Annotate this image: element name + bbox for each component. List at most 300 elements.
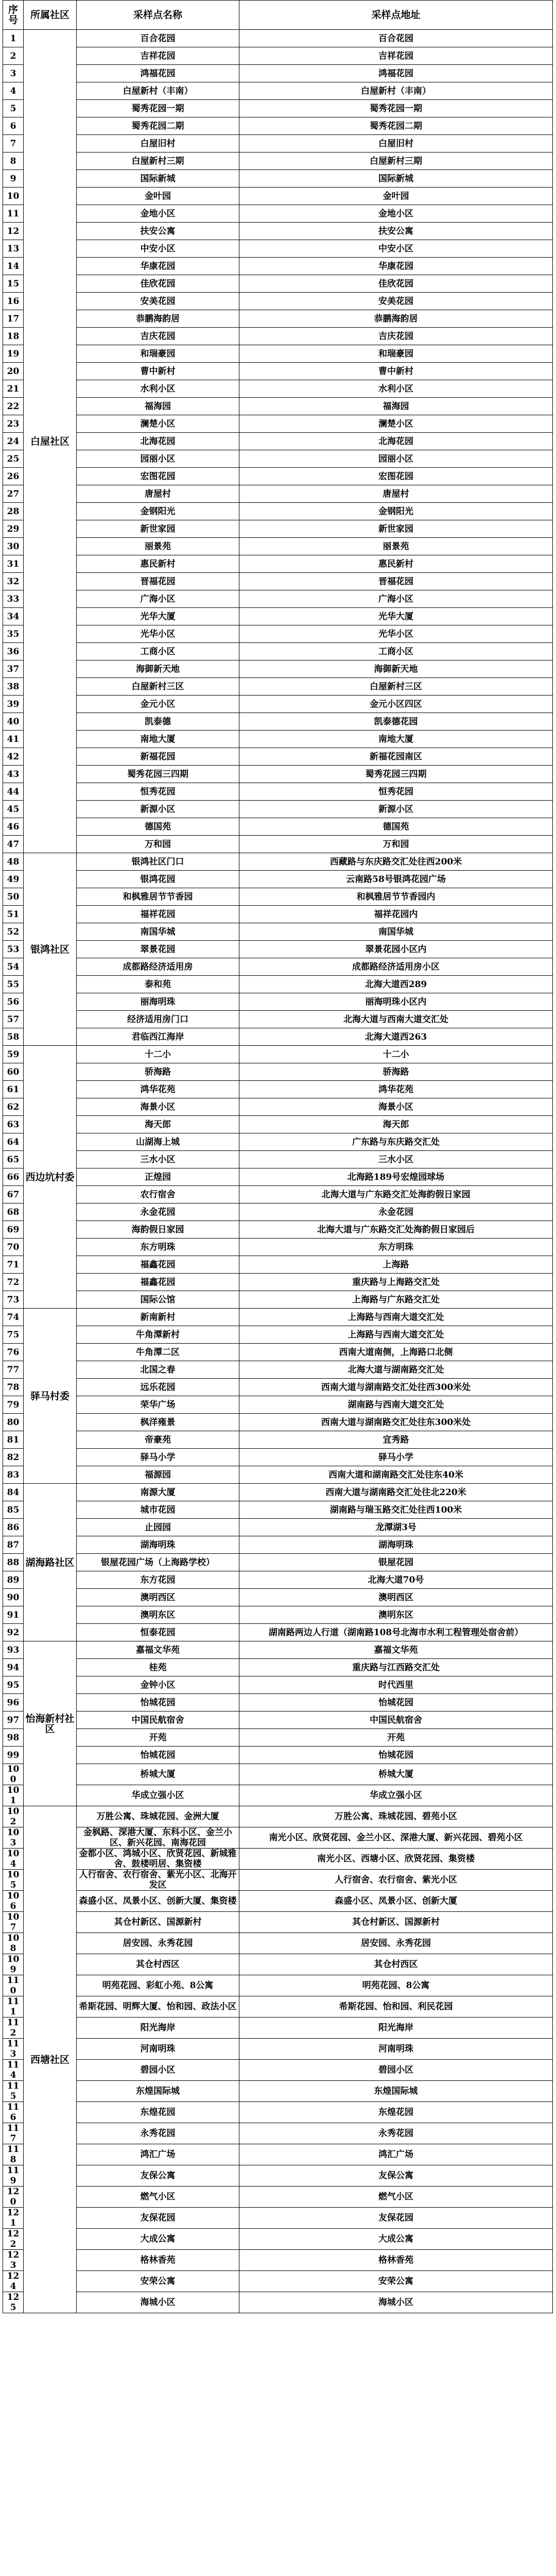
point-address-cell: 重庆路与上海路交汇处: [239, 1274, 553, 1291]
table-row: [3, 1624, 553, 1641]
table-row: [3, 415, 553, 433]
point-address-cell: 成都路经济适用房小区: [239, 958, 553, 976]
table-row: [3, 1870, 553, 1891]
table-row: [3, 450, 553, 468]
point-name-cell: 金钢阳光: [77, 503, 239, 520]
point-name-cell: 银屋花园广场（上海路学校）: [77, 1554, 239, 1571]
point-address-cell: 吉庆花园: [239, 328, 553, 345]
row-seq: 112: [3, 2018, 24, 2039]
table-row: [3, 1466, 553, 1484]
header-point-name: 采样点名称: [77, 1, 239, 30]
point-name-cell: 燃气小区: [77, 2187, 239, 2208]
point-address-cell: 居安园、永秀花园: [239, 1933, 553, 1954]
point-name-cell: 鸿华花苑: [77, 1081, 239, 1098]
point-address-cell: 北海大道与西南大道交汇处: [239, 1011, 553, 1028]
point-name-cell: 经济适用房门口: [77, 1011, 239, 1028]
row-seq: 92: [3, 1624, 24, 1641]
row-seq: 103: [3, 1827, 24, 1849]
row-seq: 36: [3, 643, 24, 660]
point-name-cell: 工商小区: [77, 643, 239, 660]
row-seq: 73: [3, 1291, 24, 1309]
point-address-cell: 其仓村新区、国源新村: [239, 1912, 553, 1933]
table-row: [3, 2102, 553, 2123]
table-row: [3, 380, 553, 398]
point-address-cell: 怡城花园: [239, 1694, 553, 1711]
table-row: [3, 2208, 553, 2229]
point-address-cell: 和枫雅居节节香园内: [239, 888, 553, 906]
row-seq: 28: [3, 503, 24, 520]
point-name-cell: 华康花园: [77, 258, 239, 275]
row-seq: 24: [3, 433, 24, 450]
point-name-cell: 南国华城: [77, 923, 239, 941]
row-seq: 57: [3, 1011, 24, 1028]
point-name-cell: 新福花园: [77, 748, 239, 766]
point-address-cell: 怡城花园: [239, 1747, 553, 1764]
table-row: [3, 1806, 553, 1827]
point-name-cell: 曹中新村: [77, 363, 239, 380]
row-seq: 99: [3, 1747, 24, 1764]
point-address-cell: 金叶园: [239, 188, 553, 205]
point-name-cell: 白屋新村（丰南）: [77, 82, 239, 100]
point-address-cell: 扶安公寓: [239, 223, 553, 240]
point-name-cell: 桂苑: [77, 1659, 239, 1676]
row-seq: 69: [3, 1221, 24, 1239]
row-seq: 15: [3, 275, 24, 293]
point-address-cell: 碧园小区: [239, 2060, 553, 2081]
point-name-cell: 友保花园: [77, 2208, 239, 2229]
point-name-cell: 南地大厦: [77, 731, 239, 748]
table-row: [3, 731, 553, 748]
table-row: [3, 1414, 553, 1431]
point-address-cell: 中安小区: [239, 240, 553, 258]
point-address-cell: 西藏路与东庆路交汇处往西200米: [239, 853, 553, 871]
point-address-cell: 凯泰德花园: [239, 713, 553, 731]
point-address-cell: 开苑: [239, 1729, 553, 1747]
row-seq: 114: [3, 2060, 24, 2081]
point-address-cell: 中国民航宿舍: [239, 1711, 553, 1729]
point-address-cell: 工商小区: [239, 643, 553, 660]
point-address-cell: 新世家园: [239, 520, 553, 538]
point-name-cell: 翠景花园: [77, 941, 239, 958]
community-cell: 银鸿社区: [24, 853, 77, 1046]
row-seq: 12: [3, 223, 24, 240]
row-seq: 89: [3, 1571, 24, 1589]
point-address-cell: 北海大道与广东路交汇处海韵假日家园后: [239, 1221, 553, 1239]
point-address-cell: 南地大厦: [239, 731, 553, 748]
point-name-cell: 鸿福花园: [77, 65, 239, 82]
point-address-cell: 北海大道与湖南路交汇处: [239, 1361, 553, 1379]
point-name-cell: 国际新城: [77, 170, 239, 188]
row-seq: 8: [3, 152, 24, 170]
point-name-cell: 恒泰花园: [77, 1624, 239, 1641]
row-seq: 75: [3, 1326, 24, 1344]
row-seq: 101: [3, 1785, 24, 1806]
point-name-cell: 金枫路、深港大厦、东科小区、金兰小区、新兴花园、南海花园: [77, 1827, 239, 1849]
point-address-cell: 金钢阳光: [239, 503, 553, 520]
point-name-cell: 金钟小区: [77, 1676, 239, 1694]
table-row: [3, 363, 553, 380]
point-address-cell: 北海花园: [239, 433, 553, 450]
point-address-cell: 北海大道70号: [239, 1571, 553, 1589]
table-row: [3, 1221, 553, 1239]
point-address-cell: 西南大道与湖南路交汇处往北220米: [239, 1484, 553, 1501]
table-row: [3, 2060, 553, 2081]
point-name-cell: 怡城花园: [77, 1694, 239, 1711]
row-seq: 27: [3, 485, 24, 503]
point-name-cell: 山湖海上城: [77, 1133, 239, 1151]
point-address-cell: 北海大道西263: [239, 1028, 553, 1046]
point-name-cell: 牛角潭新村: [77, 1326, 239, 1344]
point-name-cell: 碧园小区: [77, 2060, 239, 2081]
row-seq: 48: [3, 853, 24, 871]
row-seq: 25: [3, 450, 24, 468]
row-seq: 111: [3, 1996, 24, 2018]
point-name-cell: 澜楚小区: [77, 415, 239, 433]
point-address-cell: 永金花园: [239, 1204, 553, 1221]
point-name-cell: 成都路经济适用房: [77, 958, 239, 976]
row-seq: 23: [3, 415, 24, 433]
point-address-cell: 十二小: [239, 1046, 553, 1063]
row-seq: 105: [3, 1870, 24, 1891]
row-seq: 108: [3, 1933, 24, 1954]
point-name-cell: 鸿汇广场: [77, 2144, 239, 2165]
point-name-cell: 金叶园: [77, 188, 239, 205]
table-row: [3, 1379, 553, 1396]
row-seq: 41: [3, 731, 24, 748]
point-name-cell: 明苑花园、彩虹小苑、8公寓: [77, 1975, 239, 1996]
table-row: [3, 188, 553, 205]
point-address-cell: 嘉福文华苑: [239, 1641, 553, 1659]
point-name-cell: 河南明珠: [77, 2039, 239, 2060]
table-row: [3, 1291, 553, 1309]
point-address-cell: 森盛小区、凤景小区、创新大厦: [239, 1891, 553, 1912]
row-seq: 104: [3, 1849, 24, 1870]
row-seq: 72: [3, 1274, 24, 1291]
table-row: [3, 1501, 553, 1519]
point-name-cell: 福祥花园: [77, 906, 239, 923]
table-row: [3, 2165, 553, 2187]
table-row: [3, 573, 553, 590]
point-name-cell: 吉庆花园: [77, 328, 239, 345]
table-row: [3, 2271, 553, 2292]
point-address-cell: 恒秀花园: [239, 783, 553, 801]
row-seq: 83: [3, 1466, 24, 1484]
row-seq: 100: [3, 1764, 24, 1785]
point-address-cell: 万胜公寓、珠城花园、碧苑小区: [239, 1806, 553, 1827]
row-seq: 66: [3, 1168, 24, 1186]
row-seq: 95: [3, 1676, 24, 1694]
table-row: [3, 1912, 553, 1933]
table-row: [3, 1431, 553, 1449]
table-row: [3, 818, 553, 836]
point-name-cell: 农行宿舍: [77, 1186, 239, 1204]
row-seq: 77: [3, 1361, 24, 1379]
row-seq: 52: [3, 923, 24, 941]
table-row: [3, 1011, 553, 1028]
point-name-cell: 光华小区: [77, 625, 239, 643]
row-seq: 50: [3, 888, 24, 906]
row-seq: 70: [3, 1239, 24, 1256]
table-row: [3, 2081, 553, 2102]
table-row: [3, 678, 553, 696]
row-seq: 10: [3, 188, 24, 205]
row-seq: 16: [3, 293, 24, 310]
point-address-cell: 南光小区、欣贤花园、金兰小区、深港大厦、新兴花园、碧苑小区: [239, 1827, 553, 1849]
point-name-cell: 帝豪苑: [77, 1431, 239, 1449]
point-name-cell: 水利小区: [77, 380, 239, 398]
point-address-cell: 宜秀路: [239, 1431, 553, 1449]
point-name-cell: 居安园、永秀花园: [77, 1933, 239, 1954]
point-name-cell: 十二小: [77, 1046, 239, 1063]
point-name-cell: 蜀秀花园三四期: [77, 766, 239, 783]
row-seq: 13: [3, 240, 24, 258]
table-row: [3, 1996, 553, 2018]
point-address-cell: 湖南路两边人行道（湖南路108号北海市水利工程管理处宿舍前）: [239, 1624, 553, 1641]
point-address-cell: 人行宿舍、农行宿舍、紫光小区: [239, 1870, 553, 1891]
row-seq: 55: [3, 976, 24, 993]
point-address-cell: 吉祥花园: [239, 47, 553, 65]
point-name-cell: 福源园: [77, 1466, 239, 1484]
row-seq: 26: [3, 468, 24, 485]
point-address-cell: 其仓村西区: [239, 1954, 553, 1975]
point-address-cell: 蜀秀花园二期: [239, 117, 553, 135]
point-name-cell: 白屋新村三期: [77, 152, 239, 170]
community-cell: 驿马村委: [24, 1309, 77, 1484]
point-name-cell: 大成公寓: [77, 2229, 239, 2250]
point-address-cell: 上海路与西南大道交汇处: [239, 1326, 553, 1344]
point-address-cell: 驿马小学: [239, 1449, 553, 1466]
row-seq: 46: [3, 818, 24, 836]
row-seq: 124: [3, 2271, 24, 2292]
table-row: [3, 1081, 553, 1098]
row-seq: 67: [3, 1186, 24, 1204]
point-name-cell: 东方花园: [77, 1571, 239, 1589]
point-name-cell: 安美花园: [77, 293, 239, 310]
row-seq: 56: [3, 993, 24, 1011]
point-name-cell: 惠民新村: [77, 555, 239, 573]
point-name-cell: 枫洋雍景: [77, 1414, 239, 1431]
point-address-cell: 水利小区: [239, 380, 553, 398]
point-address-cell: 晋福花园: [239, 573, 553, 590]
point-address-cell: 宏图花园: [239, 468, 553, 485]
row-seq: 38: [3, 678, 24, 696]
row-seq: 47: [3, 836, 24, 853]
community-cell: 西塘社区: [24, 1806, 77, 2313]
point-name-cell: 万胜公寓、珠城花园、金洲大厦: [77, 1806, 239, 1827]
point-address-cell: 格林香苑: [239, 2250, 553, 2271]
point-address-cell: 东煌花园: [239, 2102, 553, 2123]
row-seq: 79: [3, 1396, 24, 1414]
row-seq: 53: [3, 941, 24, 958]
row-seq: 84: [3, 1484, 24, 1501]
row-seq: 90: [3, 1589, 24, 1606]
point-address-cell: 恭鹏海韵居: [239, 310, 553, 328]
point-address-cell: 阳光海岸: [239, 2018, 553, 2039]
table-row: [3, 590, 553, 608]
header-seq: 序号: [3, 1, 24, 30]
row-seq: 22: [3, 398, 24, 415]
point-address-cell: 海天郎: [239, 1116, 553, 1133]
table-row: [3, 1519, 553, 1536]
table-row: [3, 1764, 553, 1785]
point-address-cell: 上海路与西南大道交汇处: [239, 1309, 553, 1326]
row-seq: 40: [3, 713, 24, 731]
point-name-cell: 华成立强小区: [77, 1785, 239, 1806]
table-row: [3, 82, 553, 100]
point-name-cell: 森盛小区、凤景小区、创新大厦、集资楼: [77, 1891, 239, 1912]
row-seq: 32: [3, 573, 24, 590]
row-seq: 30: [3, 538, 24, 555]
point-address-cell: 蜀秀花园一期: [239, 100, 553, 117]
point-address-cell: 海景小区: [239, 1098, 553, 1116]
point-name-cell: 丽景苑: [77, 538, 239, 555]
point-address-cell: 华成立强小区: [239, 1785, 553, 1806]
row-seq: 87: [3, 1536, 24, 1554]
point-address-cell: 重庆路与江西路交汇处: [239, 1659, 553, 1676]
point-name-cell: 晋福花园: [77, 573, 239, 590]
point-name-cell: 广海小区: [77, 590, 239, 608]
table-row: [3, 1954, 553, 1975]
community-cell: 白屋社区: [24, 30, 77, 853]
row-seq: 88: [3, 1554, 24, 1571]
row-seq: 106: [3, 1891, 24, 1912]
row-seq: 97: [3, 1711, 24, 1729]
point-name-cell: 海城小区: [77, 2292, 239, 2313]
point-name-cell: 蜀秀花园二期: [77, 117, 239, 135]
table-row: [3, 1571, 553, 1589]
table-row: [3, 1344, 553, 1361]
row-seq: 14: [3, 258, 24, 275]
point-name-cell: 中安小区: [77, 240, 239, 258]
point-name-cell: 友保公寓: [77, 2165, 239, 2187]
table-row: [3, 1361, 553, 1379]
point-address-cell: 国际新城: [239, 170, 553, 188]
point-address-cell: 三水小区: [239, 1151, 553, 1168]
table-row: [3, 783, 553, 801]
point-address-cell: 福海园: [239, 398, 553, 415]
point-address-cell: 和瑞豪园: [239, 345, 553, 363]
table-row: [3, 1133, 553, 1151]
table-row: [3, 976, 553, 993]
row-seq: 2: [3, 47, 24, 65]
table-row: [3, 1239, 553, 1256]
point-address-cell: 燃气小区: [239, 2187, 553, 2208]
point-address-cell: 西南大道与湖南路交汇处往东300米处: [239, 1414, 553, 1431]
point-name-cell: 荣华广场: [77, 1396, 239, 1414]
point-name-cell: 南源大厦: [77, 1484, 239, 1501]
point-name-cell: 永金花园: [77, 1204, 239, 1221]
table-row: [3, 1046, 553, 1063]
row-seq: 96: [3, 1694, 24, 1711]
community-cell: 湖海路社区: [24, 1484, 77, 1641]
table-row: [3, 30, 553, 47]
point-address-cell: 安荣公寓: [239, 2271, 553, 2292]
point-name-cell: 正煌园: [77, 1168, 239, 1186]
table-row: [3, 696, 553, 713]
point-name-cell: 德国苑: [77, 818, 239, 836]
point-address-cell: 北海路189号宏煌园球场: [239, 1168, 553, 1186]
table-row: [3, 1098, 553, 1116]
table-row: [3, 328, 553, 345]
table-row: [3, 643, 553, 660]
table-row: [3, 625, 553, 643]
row-seq: 9: [3, 170, 24, 188]
row-seq: 35: [3, 625, 24, 643]
table-row: [3, 2250, 553, 2271]
point-address-cell: 惠民新村: [239, 555, 553, 573]
row-seq: 85: [3, 1501, 24, 1519]
point-address-cell: 金元小区四区: [239, 696, 553, 713]
point-name-cell: 牛角潭二区: [77, 1344, 239, 1361]
point-address-cell: 南国华城: [239, 923, 553, 941]
row-seq: 33: [3, 590, 24, 608]
point-address-cell: 园丽小区: [239, 450, 553, 468]
table-row: [3, 520, 553, 538]
table-row: [3, 1116, 553, 1133]
point-address-cell: 西南大道与湖南路交汇处往西300米处: [239, 1379, 553, 1396]
table-row: [3, 1554, 553, 1571]
table-row: [3, 713, 553, 731]
point-name-cell: 海御新天地: [77, 660, 239, 678]
point-name-cell: 白屋旧村: [77, 135, 239, 152]
table-row: [3, 801, 553, 818]
point-address-cell: 广东路与东庆路交汇处: [239, 1133, 553, 1151]
point-name-cell: 格林香苑: [77, 2250, 239, 2271]
table-row: [3, 1747, 553, 1764]
point-address-cell: 光华大厦: [239, 608, 553, 625]
point-address-cell: 百合花园: [239, 30, 553, 47]
row-seq: 68: [3, 1204, 24, 1221]
point-name-cell: 澳明西区: [77, 1589, 239, 1606]
table-row: [3, 1484, 553, 1501]
table-row: [3, 1256, 553, 1274]
point-address-cell: 白屋旧村: [239, 135, 553, 152]
table-row: [3, 1891, 553, 1912]
table-row: [3, 1785, 553, 1806]
table-row: [3, 853, 553, 871]
point-name-cell: 驿马小学: [77, 1449, 239, 1466]
table-row: [3, 1933, 553, 1954]
point-name-cell: 唐屋村: [77, 485, 239, 503]
point-name-cell: 阳光海岸: [77, 2018, 239, 2039]
table-row: [3, 1204, 553, 1221]
row-seq: 60: [3, 1063, 24, 1081]
point-address-cell: 佳欣花园: [239, 275, 553, 293]
row-seq: 78: [3, 1379, 24, 1396]
point-name-cell: 永秀花园: [77, 2123, 239, 2144]
row-seq: 7: [3, 135, 24, 152]
point-address-cell: 海城小区: [239, 2292, 553, 2313]
row-seq: 4: [3, 82, 24, 100]
row-seq: 34: [3, 608, 24, 625]
point-name-cell: 骄海路: [77, 1063, 239, 1081]
point-address-cell: 北海大道与广东路交汇处海韵假日家园: [239, 1186, 553, 1204]
row-seq: 1: [3, 30, 24, 47]
point-name-cell: 银鸿花园: [77, 871, 239, 888]
row-seq: 98: [3, 1729, 24, 1747]
table-row: [3, 766, 553, 783]
row-seq: 61: [3, 1081, 24, 1098]
point-name-cell: 恭鹏海韵居: [77, 310, 239, 328]
row-seq: 80: [3, 1414, 24, 1431]
point-name-cell: 凯泰德: [77, 713, 239, 731]
table-row: [3, 47, 553, 65]
table-row: [3, 836, 553, 853]
table-row: [3, 660, 553, 678]
point-address-cell: 海御新天地: [239, 660, 553, 678]
point-address-cell: 银屋花园: [239, 1554, 553, 1571]
row-seq: 18: [3, 328, 24, 345]
